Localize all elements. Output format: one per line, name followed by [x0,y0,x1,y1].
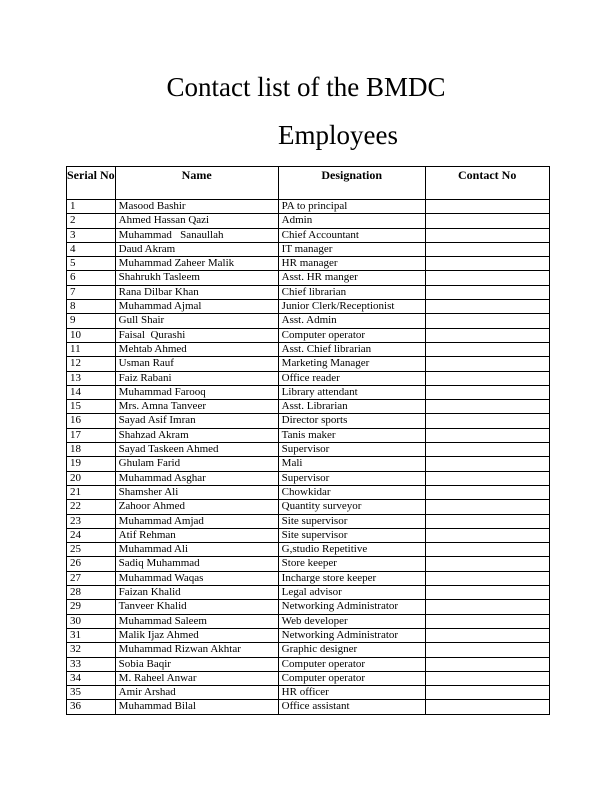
table-row [67,600,550,614]
cell-serial: 18 [67,443,116,457]
cell-designation: Junior Clerk/Receptionist [278,300,425,314]
cell-name: Shahrukh Tasleem [115,271,278,285]
cell-name: Sobia Baqir [115,657,278,671]
page-title-text: Contact list of the BMDC [166,72,446,102]
cell-contact [425,500,549,514]
table-row [67,314,550,328]
cell-name: Muhammad Farooq [115,385,278,399]
cell-name: Tanveer Khalid [115,600,278,614]
cell-serial: 22 [67,500,116,514]
cell-designation: Computer operator [278,657,425,671]
table-row [67,557,550,571]
cell-contact [425,242,549,256]
cell-designation: Networking Administrator [278,628,425,642]
cell-contact [425,600,549,614]
table-row [67,385,550,399]
table-row [67,400,550,414]
table-row [67,342,550,356]
cell-name: Muhammad Bilal [115,700,278,714]
table-row [67,257,550,271]
cell-designation: Office reader [278,371,425,385]
header-name: Name [115,167,278,200]
table-row [67,671,550,685]
table-row [67,228,550,242]
cell-serial: 1 [67,200,116,214]
page-subtitle: Employees [278,120,398,150]
table-row [67,457,550,471]
cell-name: Muhammad Amjad [115,514,278,528]
cell-contact [425,428,549,442]
contacts-table-body [67,200,550,715]
cell-name: Rana Dilbar Khan [115,285,278,299]
cell-contact [425,557,549,571]
cell-name: Mrs. Amna Tanveer [115,400,278,414]
table-row [67,285,550,299]
cell-contact [425,514,549,528]
cell-contact [425,300,549,314]
cell-contact [425,285,549,299]
cell-serial: 2 [67,214,116,228]
cell-contact [425,257,549,271]
header-contact: Contact No [425,167,549,200]
cell-contact [425,628,549,642]
cell-designation: Site supervisor [278,528,425,542]
cell-serial: 6 [67,271,116,285]
cell-contact [425,228,549,242]
cell-contact [425,200,549,214]
table-row [67,500,550,514]
cell-serial: 33 [67,657,116,671]
cell-serial: 14 [67,385,116,399]
cell-designation: HR officer [278,686,425,700]
table-row [67,628,550,642]
table-row [67,571,550,585]
cell-serial: 4 [67,242,116,256]
cell-designation: Chowkidar [278,485,425,499]
cell-contact [425,371,549,385]
cell-designation: Chief Accountant [278,228,425,242]
cell-name: Sayad Taskeen Ahmed [115,443,278,457]
cell-contact [425,385,549,399]
cell-designation: Admin [278,214,425,228]
cell-serial: 13 [67,371,116,385]
cell-designation: Director sports [278,414,425,428]
cell-name: Muhammad Sanaullah [115,228,278,242]
cell-designation: PA to principal [278,200,425,214]
cell-designation: Asst. Admin [278,314,425,328]
table-row [67,443,550,457]
cell-serial: 8 [67,300,116,314]
cell-name: Malik Ijaz Ahmed [115,628,278,642]
cell-designation: HR manager [278,257,425,271]
cell-contact [425,643,549,657]
cell-name: Masood Bashir [115,200,278,214]
table-row [67,242,550,256]
cell-contact [425,314,549,328]
cell-serial: 19 [67,457,116,471]
cell-serial: 23 [67,514,116,528]
cell-designation: Marketing Manager [278,357,425,371]
table-header-row [67,167,550,200]
cell-designation: G,studio Repetitive [278,543,425,557]
table-row [67,371,550,385]
cell-designation: Legal advisor [278,586,425,600]
cell-serial: 34 [67,671,116,685]
cell-contact [425,700,549,714]
cell-designation: Chief librarian [278,285,425,299]
cell-contact [425,528,549,542]
table-row [67,200,550,214]
cell-serial: 9 [67,314,116,328]
table-row [67,528,550,542]
cell-name: Faiz Rabani [115,371,278,385]
cell-contact [425,657,549,671]
cell-serial: 21 [67,485,116,499]
cell-name: Ahmed Hassan Qazi [115,214,278,228]
cell-designation: Supervisor [278,471,425,485]
cell-serial: 20 [67,471,116,485]
table-row [67,214,550,228]
table-row [67,614,550,628]
table-row [67,643,550,657]
cell-serial: 15 [67,400,116,414]
table-row [67,514,550,528]
table-row [67,657,550,671]
cell-designation: Library attendant [278,385,425,399]
cell-name: Amir Arshad [115,686,278,700]
cell-name: Faizan Khalid [115,586,278,600]
cell-serial: 32 [67,643,116,657]
cell-name: Daud Akram [115,242,278,256]
cell-designation: Asst. HR manger [278,271,425,285]
cell-designation: Graphic designer [278,643,425,657]
cell-contact [425,586,549,600]
cell-contact [425,342,549,356]
cell-name: Muhammad Saleem [115,614,278,628]
cell-serial: 30 [67,614,116,628]
cell-name: Gull Shair [115,314,278,328]
cell-serial: 5 [67,257,116,271]
cell-designation: Web developer [278,614,425,628]
cell-contact [425,471,549,485]
cell-name: Muhammad Asghar [115,471,278,485]
cell-serial: 17 [67,428,116,442]
cell-name: Usman Rauf [115,357,278,371]
table-row [67,328,550,342]
cell-name: Muhammad Zaheer Malik [115,257,278,271]
cell-serial: 3 [67,228,116,242]
cell-designation: Office assistant [278,700,425,714]
cell-contact [425,328,549,342]
table-row [67,428,550,442]
cell-serial: 26 [67,557,116,571]
cell-designation: Site supervisor [278,514,425,528]
cell-contact [425,400,549,414]
cell-name: M. Raheel Anwar [115,671,278,685]
cell-contact [425,485,549,499]
cell-contact [425,457,549,471]
cell-designation: Tanis maker [278,428,425,442]
cell-name: Shahzad Akram [115,428,278,442]
cell-serial: 27 [67,571,116,585]
cell-contact [425,357,549,371]
table-row [67,357,550,371]
cell-designation: Supervisor [278,443,425,457]
table-row [67,300,550,314]
cell-name: Sadiq Muhammad [115,557,278,571]
cell-serial: 12 [67,357,116,371]
cell-name: Muhammad Ajmal [115,300,278,314]
cell-contact [425,571,549,585]
cell-serial: 29 [67,600,116,614]
cell-name: Shamsher Ali [115,485,278,499]
page-title [0,70,612,104]
cell-designation: Asst. Chief librarian [278,342,425,356]
cell-designation: Networking Administrator [278,600,425,614]
cell-designation: IT manager [278,242,425,256]
header-designation: Designation [278,167,425,200]
cell-name: Muhammad Rizwan Akhtar [115,643,278,657]
cell-name: Sayad Asif Imran [115,414,278,428]
header-serial: Serial No [67,167,116,200]
cell-serial: 16 [67,414,116,428]
cell-designation: Store keeper [278,557,425,571]
cell-name: Muhammad Ali [115,543,278,557]
table-row [67,485,550,499]
cell-serial: 31 [67,628,116,642]
cell-designation: Quantity surveyor [278,500,425,514]
cell-serial: 28 [67,586,116,600]
cell-serial: 7 [67,285,116,299]
table-row [67,586,550,600]
cell-serial: 10 [67,328,116,342]
table-row [67,543,550,557]
table-row [67,414,550,428]
cell-name: Muhammad Waqas [115,571,278,585]
cell-designation: Asst. Librarian [278,400,425,414]
table-row [67,271,550,285]
cell-serial: 24 [67,528,116,542]
contacts-table [66,166,550,715]
cell-contact [425,686,549,700]
cell-contact [425,214,549,228]
cell-designation: Computer operator [278,671,425,685]
cell-serial: 36 [67,700,116,714]
cell-name: Faisal Qurashi [115,328,278,342]
cell-serial: 35 [67,686,116,700]
table-row [67,700,550,714]
cell-contact [425,414,549,428]
cell-contact [425,271,549,285]
cell-designation: Incharge store keeper [278,571,425,585]
table-row [67,471,550,485]
cell-designation: Computer operator [278,328,425,342]
cell-name: Mehtab Ahmed [115,342,278,356]
cell-serial: 25 [67,543,116,557]
cell-contact [425,443,549,457]
cell-name: Atif Rehman [115,528,278,542]
cell-serial: 11 [67,342,116,356]
cell-contact [425,671,549,685]
cell-name: Ghulam Farid [115,457,278,471]
cell-contact [425,543,549,557]
cell-designation: Mali [278,457,425,471]
cell-name: Zahoor Ahmed [115,500,278,514]
table-row [67,686,550,700]
cell-contact [425,614,549,628]
